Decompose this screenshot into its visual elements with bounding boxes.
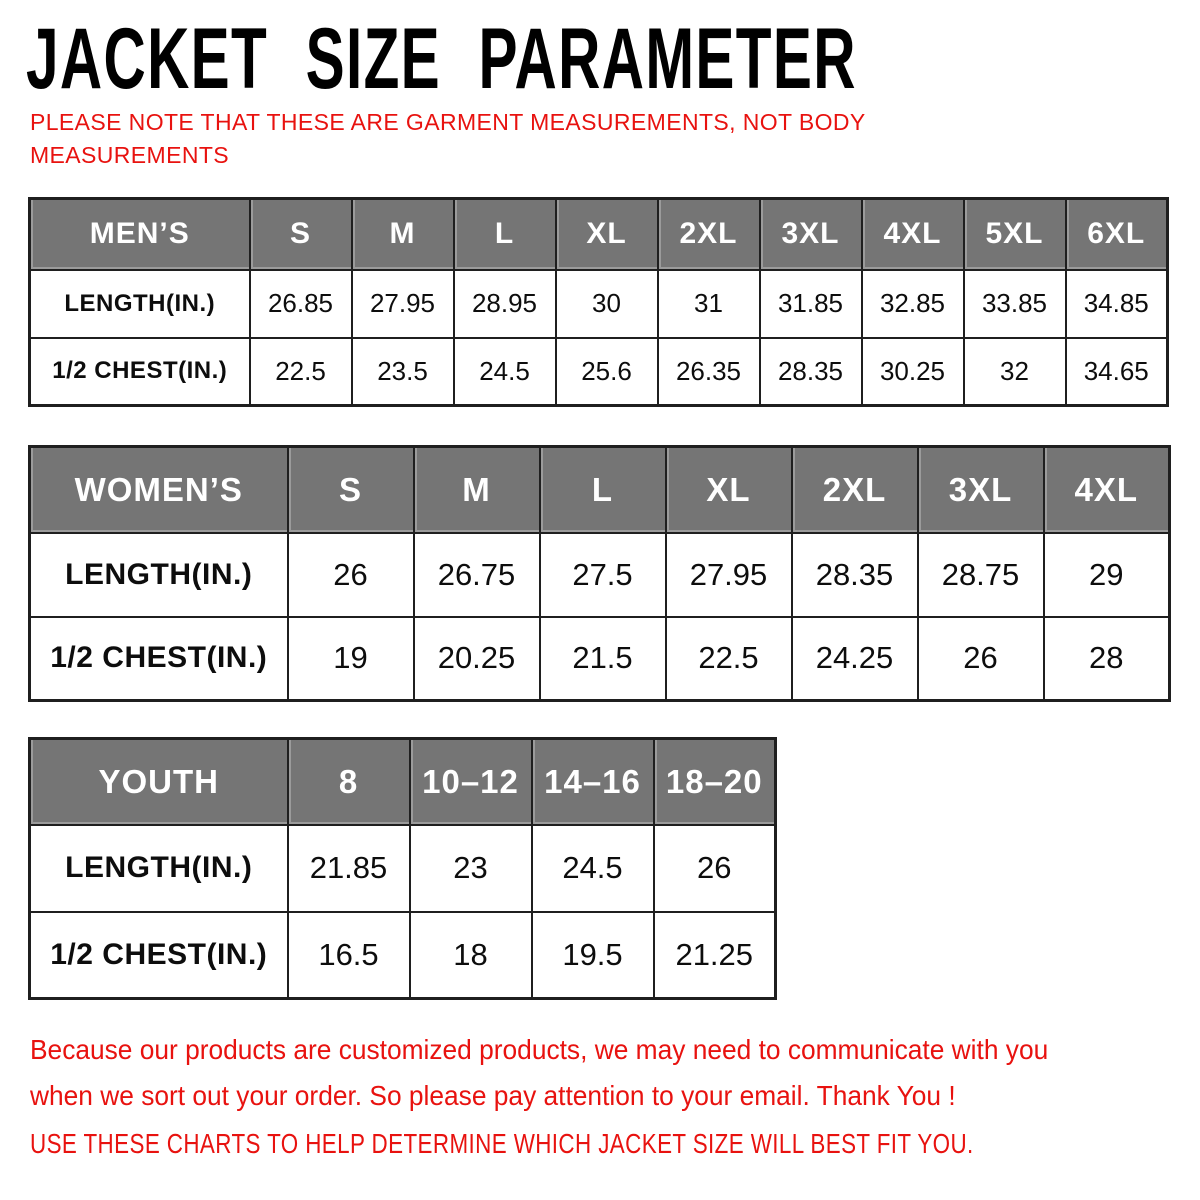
measurement-label-cell: LENGTH(IN.) <box>30 270 250 338</box>
youth-size-table <box>28 737 777 1000</box>
size-header-cell: 10–12 <box>410 739 532 825</box>
measurement-value-cell: 30.25 <box>862 338 964 406</box>
measurement-value-cell: 30 <box>556 270 658 338</box>
measurement-value-cell: 29 <box>1044 533 1170 617</box>
measurement-value-cell: 34.85 <box>1066 270 1168 338</box>
measurement-label-cell: 1/2 CHEST(IN.) <box>30 617 288 701</box>
size-header-cell: 14–16 <box>532 739 654 825</box>
measurement-value-cell: 27.5 <box>540 533 666 617</box>
measurement-value-cell: 23 <box>410 825 532 912</box>
measurement-value-cell: 32 <box>964 338 1066 406</box>
garment-note-line: MEASUREMENTS <box>30 141 230 168</box>
size-header-cell: L <box>540 447 666 533</box>
measurement-value-cell: 28.35 <box>792 533 918 617</box>
measurement-value-cell: 34.65 <box>1066 338 1168 406</box>
size-header-cell: 5XL <box>964 199 1066 270</box>
footer-usage-line: USE THESE CHARTS TO HELP DETERMINE WHICH JACKET SIZE WILL BEST FIT YOU. <box>30 1128 974 1159</box>
footer-communication-line: Because our products are customized products, we may need to communicate with you <box>30 1034 1049 1065</box>
size-header-cell: 6XL <box>1066 199 1168 270</box>
size-header-cell: 18–20 <box>654 739 776 825</box>
size-header-cell: M <box>352 199 454 270</box>
measurement-value-cell: 31 <box>658 270 760 338</box>
measurement-value-cell: 27.95 <box>666 533 792 617</box>
measurement-value-cell: 20.25 <box>414 617 540 701</box>
size-header-cell: S <box>288 447 414 533</box>
size-header-cell: 4XL <box>1044 447 1170 533</box>
measurement-label-cell: 1/2 CHEST(IN.) <box>30 912 288 999</box>
measurement-value-cell: 26 <box>918 617 1044 701</box>
measurement-value-cell: 23.5 <box>352 338 454 406</box>
measurement-value-cell: 24.5 <box>454 338 556 406</box>
mens-size-table <box>28 197 1169 407</box>
measurement-value-cell: 22.5 <box>666 617 792 701</box>
size-header-cell: 8 <box>288 739 410 825</box>
measurement-value-cell: 26.85 <box>250 270 352 338</box>
garment-note <box>30 106 866 171</box>
size-header-cell: L <box>454 199 556 270</box>
measurement-value-cell: 21.85 <box>288 825 410 912</box>
measurement-value-cell: 26 <box>654 825 776 912</box>
measurement-label-cell: LENGTH(IN.) <box>30 825 288 912</box>
measurement-value-cell: 26.35 <box>658 338 760 406</box>
measurement-value-cell: 22.5 <box>250 338 352 406</box>
measurement-value-cell: 26 <box>288 533 414 617</box>
measurement-value-cell: 28.95 <box>454 270 556 338</box>
measurement-value-cell: 21.25 <box>654 912 776 999</box>
measurement-value-cell: 24.25 <box>792 617 918 701</box>
size-header-cell: S <box>250 199 352 270</box>
size-header-cell: 2XL <box>658 199 760 270</box>
page-title <box>26 11 1200 107</box>
footer-communication-line: when we sort out your order. So please pay attention to your email. Thank You ! <box>30 1079 956 1111</box>
measurement-value-cell: 31.85 <box>760 270 862 338</box>
size-header-cell: XL <box>556 199 658 270</box>
page-title-text: JACKET SIZE PARAMETER <box>26 11 857 107</box>
size-header-cell: 4XL <box>862 199 964 270</box>
measurement-value-cell: 33.85 <box>964 270 1066 338</box>
footer-communication-note <box>30 1027 1113 1119</box>
measurement-label-cell: LENGTH(IN.) <box>30 533 288 617</box>
measurement-value-cell: 28 <box>1044 617 1170 701</box>
measurement-value-cell: 21.5 <box>540 617 666 701</box>
womens-table-title-cell: WOMEN’S <box>30 447 288 533</box>
youth-size-table-grid <box>28 737 777 1000</box>
measurement-value-cell: 27.95 <box>352 270 454 338</box>
measurement-value-cell: 26.75 <box>414 533 540 617</box>
youth-table-title-cell: YOUTH <box>30 739 288 825</box>
measurement-value-cell: 16.5 <box>288 912 410 999</box>
mens-size-table-grid <box>28 197 1169 407</box>
size-header-cell: M <box>414 447 540 533</box>
measurement-value-cell: 32.85 <box>862 270 964 338</box>
garment-note-line: PLEASE NOTE THAT THESE ARE GARMENT MEASUREMENTS, NOT BODY <box>30 109 866 135</box>
measurement-value-cell: 19.5 <box>532 912 654 999</box>
size-header-cell: XL <box>666 447 792 533</box>
measurement-value-cell: 28.75 <box>918 533 1044 617</box>
measurement-value-cell: 25.6 <box>556 338 658 406</box>
measurement-value-cell: 18 <box>410 912 532 999</box>
mens-table-title-cell: MEN’S <box>30 199 250 270</box>
womens-size-table <box>28 445 1171 702</box>
size-header-cell: 2XL <box>792 447 918 533</box>
womens-size-table-grid <box>28 445 1171 702</box>
measurement-value-cell: 24.5 <box>532 825 654 912</box>
measurement-value-cell: 19 <box>288 617 414 701</box>
footer-usage-note <box>30 1128 1200 1160</box>
measurement-value-cell: 28.35 <box>760 338 862 406</box>
size-header-cell: 3XL <box>760 199 862 270</box>
measurement-label-cell: 1/2 CHEST(IN.) <box>30 338 250 406</box>
size-header-cell: 3XL <box>918 447 1044 533</box>
